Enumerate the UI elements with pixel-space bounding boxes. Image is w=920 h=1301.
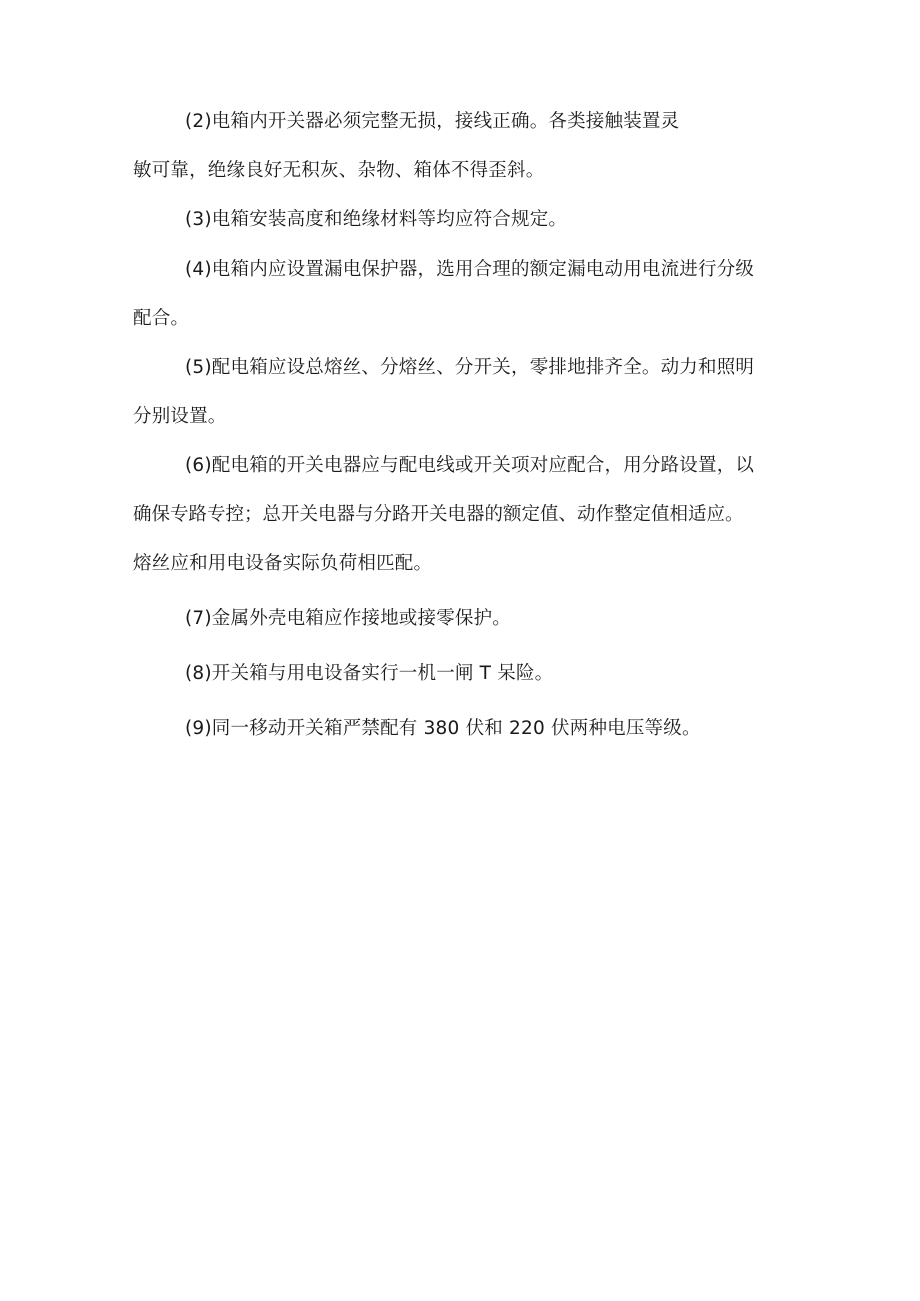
item-6-line-2: 确保专路专控；总开关电器与分路开关电器的额定值、动作整定值相适应。	[133, 504, 744, 525]
item-4-line-2: 配合。	[133, 308, 190, 329]
item-3-line-1: (3)电箱安装高度和绝缘材料等均应符合规定。	[185, 209, 568, 230]
item-6-line-1: (6)配电箱的开关电器应与配电线或开关项对应配合，用分路设置，以	[185, 455, 755, 476]
item-8-line-1: (8)开关箱与用电设备实行一机一闸 T 呆险。	[185, 663, 554, 684]
item-7-line-1: (7)金属外壳电箱应作接地或接零保护。	[185, 608, 512, 629]
item-5-line-1: (5)配电箱应设总熔丝、分熔丝、分开关，零排地排齐全。动力和照明	[185, 357, 755, 378]
item-6-line-3: 熔丝应和用电设备实际负荷相匹配。	[133, 553, 433, 574]
item-2-line-2: 敏可靠，绝缘良好无积灰、杂物、箱体不得歪斜。	[133, 160, 545, 181]
item-9-line-1: (9)同一移动开关箱严禁配有 380 伏和 220 伏两种电压等级。	[185, 718, 701, 739]
item-5-line-2: 分别设置。	[133, 406, 227, 427]
item-2-line-1: (2)电箱内开关器必须完整无损，接线正确。各类接触装置灵	[185, 111, 680, 132]
item-4-line-1: (4)电箱内应设置漏电保护器，选用合理的额定漏电动用电流进行分级	[185, 259, 755, 280]
